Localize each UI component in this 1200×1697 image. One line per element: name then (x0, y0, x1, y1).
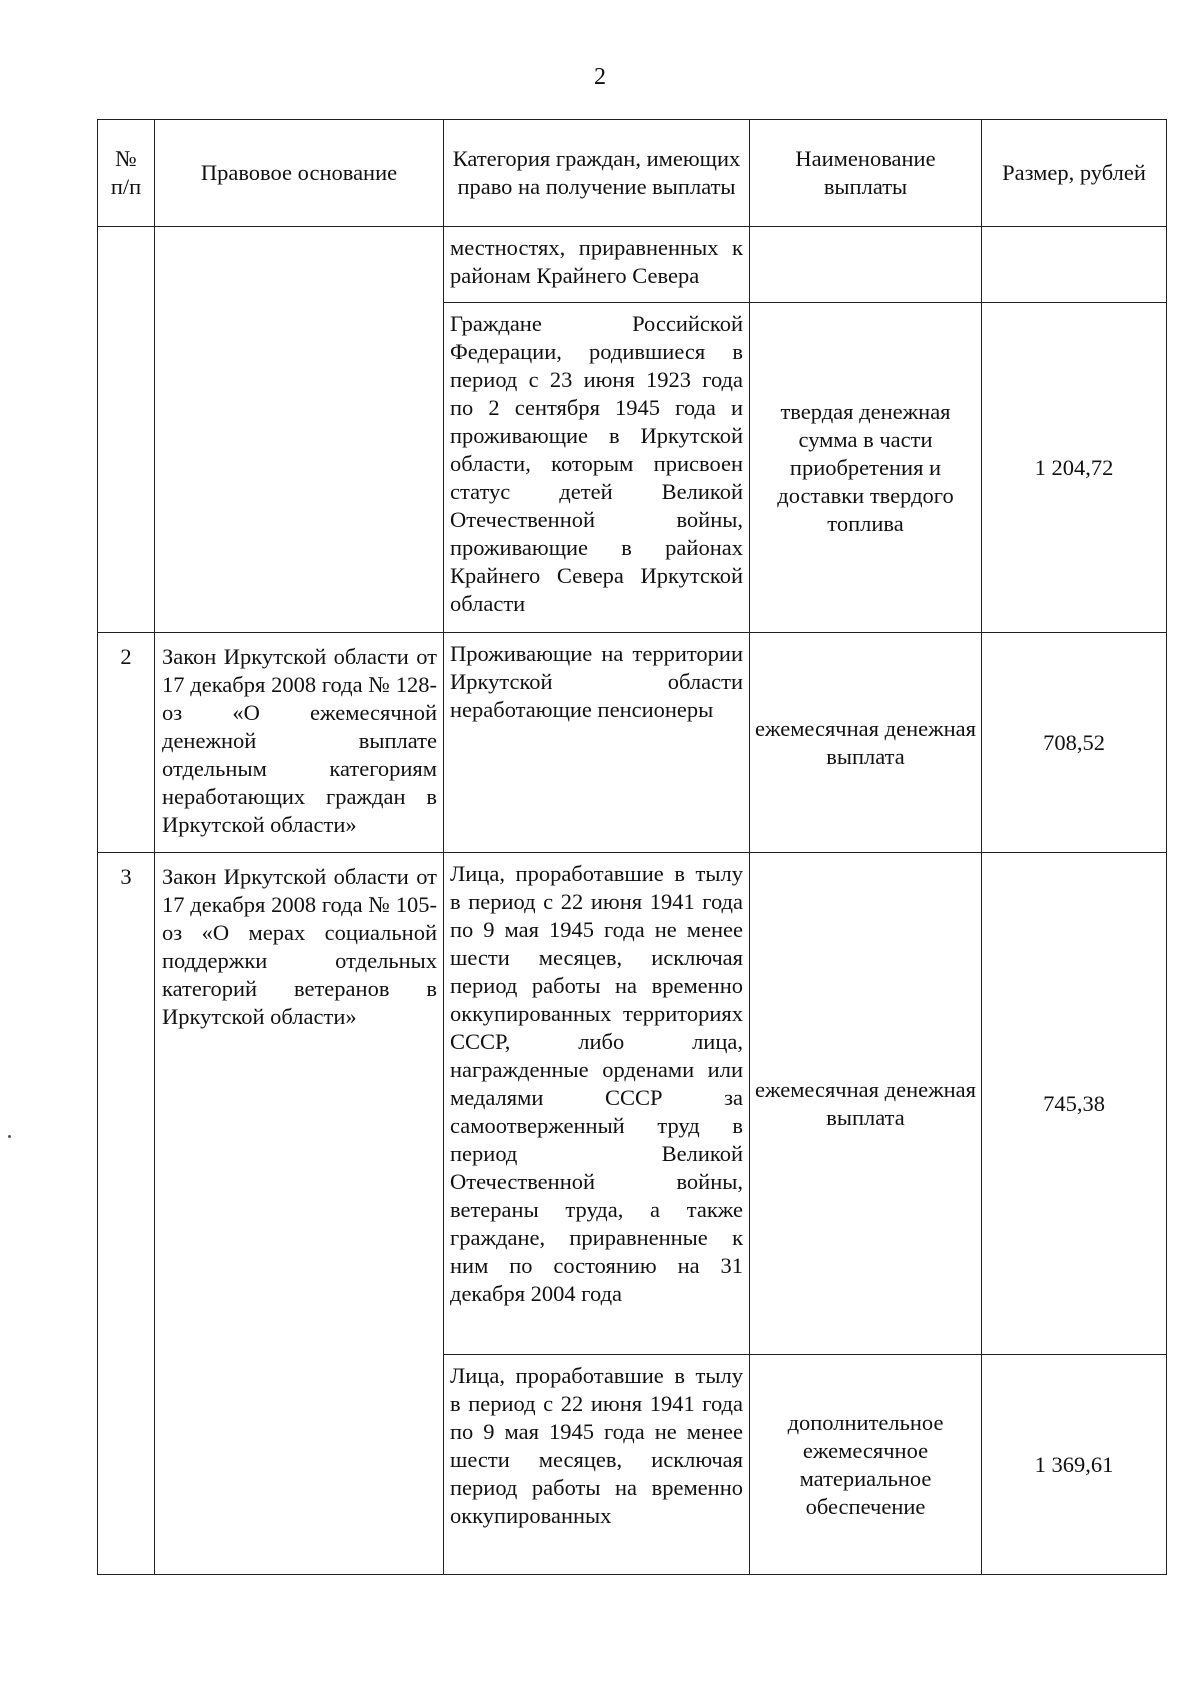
cell-amount (982, 853, 1167, 1355)
header-basis (155, 120, 444, 227)
cell-num-continued (98, 227, 155, 633)
header-payment-text: Наименование выплаты (795, 146, 936, 199)
cell-num (98, 853, 155, 1575)
cell-amount (982, 1355, 1167, 1575)
cell-payment (750, 303, 982, 633)
table-header-row (98, 120, 1167, 227)
payment-text: дополнительное ежемесячное материальное обеспечение (787, 1409, 944, 1519)
cell-payment (750, 1355, 982, 1575)
amount-text: 1 369,61 (1034, 1451, 1114, 1477)
cell-num (98, 633, 155, 853)
amount-text: 745,38 (1043, 1090, 1105, 1116)
cell-payment (750, 227, 982, 303)
cell-amount (982, 633, 1167, 853)
payment-text: ежемесячная денежная выплата (754, 715, 977, 769)
cell-category (444, 227, 750, 303)
cell-amount (982, 303, 1167, 633)
amount-text: 1 204,72 (1034, 454, 1114, 480)
category-text: Лица, проработавшие в тылу в период с 22 июня 1941 года по 9 мая 1945 года не менее шести месяцев, исключая период работы на временно оккупированных (450, 1363, 743, 1528)
amount-text: 708,52 (1043, 729, 1105, 755)
cell-category (444, 853, 750, 1355)
header-payment (750, 120, 982, 227)
cell-category (444, 633, 750, 853)
header-category-text: Категория граждан, имеющих право на получение выплаты (452, 146, 741, 199)
header-amount (982, 120, 1167, 227)
category-text: местностях, приравненных к районам Крайнего Севера (450, 235, 743, 288)
header-category (444, 120, 750, 227)
basis-text: Закон Иркутской области от 17 декабря 2008 года № 128-оз «О ежемесячной денежной выплате отдельным категориям неработающих граждан в Иркутской области» (162, 644, 437, 837)
cell-payment (750, 853, 982, 1355)
cell-basis (155, 853, 444, 1575)
cell-amount (982, 227, 1167, 303)
margin-mark (8, 1135, 11, 1138)
header-num-text: № п/п (110, 146, 142, 199)
benefits-table (97, 119, 1167, 1575)
category-text: Лица, проработавшие в тылу в период с 22 июня 1941 года по 9 мая 1945 года не менее шести месяцев, исключая период работы на временно оккупированных территориях СССР, либо лица, награжденные орденами или медалями СССР за самоотверженный труд в период Великой Отечественной войны, ветераны труда, а также граждане, приравненные к ним по состоянию на 31 декабря 2004 года (450, 861, 743, 1306)
header-num (98, 120, 155, 227)
table-row (98, 227, 1167, 303)
cell-category (444, 303, 750, 633)
cell-payment (750, 633, 982, 853)
row-number: 2 (120, 644, 132, 669)
payment-text: ежемесячная денежная выплата (754, 1076, 977, 1130)
cell-category (444, 1355, 750, 1575)
page-number: 2 (594, 64, 606, 90)
payment-text: твердая денежная сумма в части приобретения и доставки твердого топлива (777, 398, 954, 536)
category-text: Граждане Российской Федерации, родившиеся в период с 23 июня 1923 года по 2 сентября 1945 года и проживающие в Иркутской области, которым присвоен статус детей Великой Отечественной войны, проживающие в районах Крайнего Севера Иркутской области (450, 311, 743, 616)
table-row (98, 853, 1167, 1355)
cell-basis-continued (155, 227, 444, 633)
header-amount-text: Размер, рублей (1002, 160, 1146, 185)
row-number: 3 (120, 864, 132, 889)
cell-basis (155, 633, 444, 853)
category-text: Проживающие на территории Иркутской области неработающие пенсионеры (450, 641, 743, 722)
header-basis-text: Правовое основание (200, 160, 398, 185)
basis-text: Закон Иркутской области от 17 декабря 2008 года № 105-оз «О мерах социальной поддержки отдельных категорий ветеранов в Иркутской области» (162, 864, 437, 1029)
table-row (98, 633, 1167, 853)
